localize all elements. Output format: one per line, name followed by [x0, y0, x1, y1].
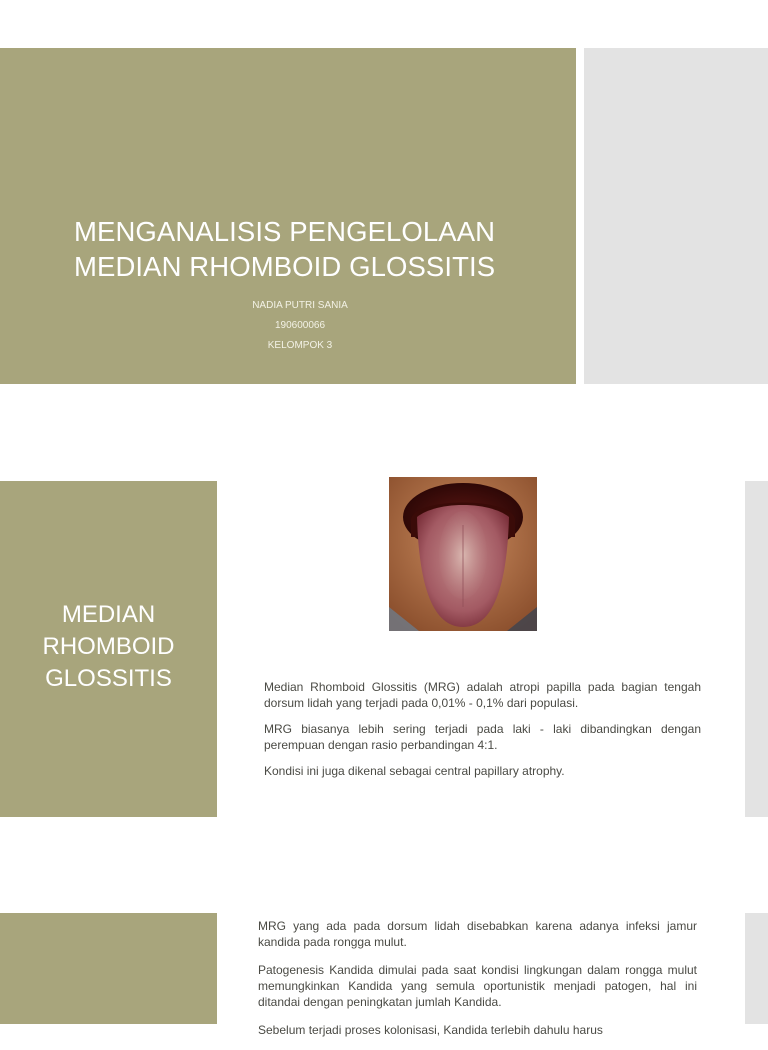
heading-panel — [0, 913, 217, 1024]
slide-heading — [0, 599, 217, 695]
definition-list — [254, 679, 701, 789]
group-label: KELOMPOK 3 — [267, 340, 333, 351]
heading-line-2: RHOMBOID — [42, 633, 175, 660]
title-slide — [0, 48, 768, 384]
title-line-2: MEDIAN RHOMBOID GLOSSITIS — [74, 251, 496, 282]
side-panel — [584, 48, 768, 384]
presentation-title — [74, 214, 544, 284]
list-item-text: Sebelum terjadi proses kolonisasi, Kandida terlebih dahulu harus — [258, 1023, 603, 1037]
list-item — [254, 763, 701, 779]
tongue-photo — [389, 477, 537, 631]
presenter-info — [250, 296, 350, 356]
list-item-text: Patogenesis Kandida dimulai pada saat kondisi lingkungan dalam rongga mulut memungkinkan Kandida yang semula oportunistik menjadi patogen, hal ini ditandai dengan peningkatan jumlah Kandida. — [258, 963, 697, 1009]
list-item — [248, 1022, 697, 1038]
tongue-illustration — [389, 477, 537, 631]
etiology-list — [248, 918, 697, 1050]
list-item — [254, 679, 701, 711]
title-line-1: MENGANALISIS PENGELOLAAN — [74, 216, 496, 247]
list-item-text: MRG biasanya lebih sering terjadi pada laki - laki dibandingkan dengan perempuan dengan rasio perbandingan 4:1. — [264, 722, 701, 752]
side-strip — [745, 481, 768, 817]
list-item-text: Median Rhomboid Glossitis (MRG) adalah atropi papilla pada bagian tengah dorsum lidah yang terjadi pada 0,01% - 0,1% dari populasi. — [264, 680, 701, 710]
heading-line-3: GLOSSITIS — [45, 665, 172, 692]
list-item-text: Kondisi ini juga dikenal sebagai central papillary atrophy. — [264, 764, 565, 778]
etiology-slide — [0, 913, 768, 1037]
definition-slide — [0, 481, 768, 817]
side-strip — [745, 913, 768, 1024]
list-item-text: MRG yang ada pada dorsum lidah disebabkan karena adanya infeksi jamur kandida pada rongga mulut. — [258, 919, 697, 949]
student-id: 190600066 — [274, 320, 326, 331]
author-name: NADIA PUTRI SANIA — [252, 300, 348, 311]
list-item — [248, 918, 697, 950]
heading-line-1: MEDIAN — [61, 601, 156, 628]
list-item — [248, 962, 697, 1010]
list-item — [254, 721, 701, 753]
